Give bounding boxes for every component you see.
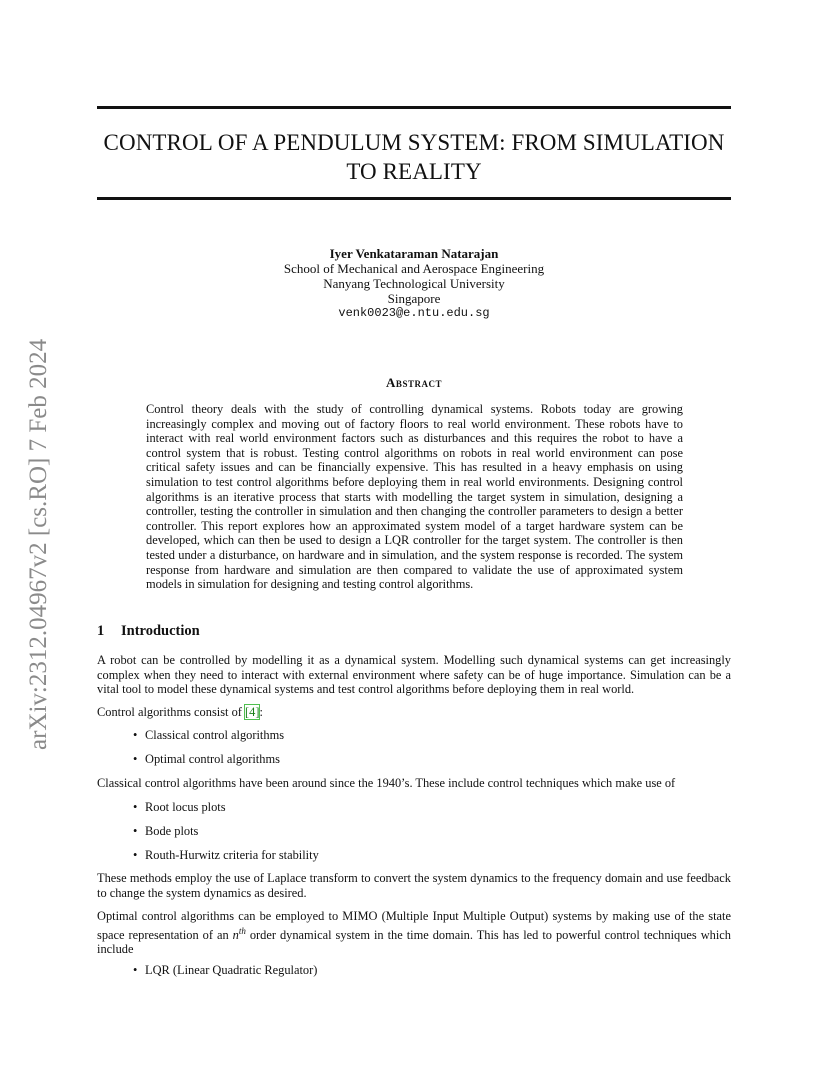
intro-paragraph-3: Classical control algorithms have been around since the 1940’s. These include control techniques which make use of [97, 776, 676, 790]
p5-n: n [232, 927, 239, 942]
intro-paragraph-5 [97, 909, 731, 957]
title-rule-bottom [97, 197, 731, 200]
p5-text-b: order dynamical system in the time domain. This has led to powerful control techniques which include [97, 927, 731, 957]
p2-text: Control algorithms consist of [97, 705, 245, 719]
list-item: • LQR (Linear Quadratic Regulator) [133, 963, 317, 987]
author-university: Nanyang Technological University [323, 276, 505, 291]
intro-paragraph-1: A robot can be controlled by modelling it as a dynamical system. Modelling such dynamical systems can get increasingly complex when they need to interact with external environment where safety can be of huge importance. Simulation can be a vital tool to model these dynamical systems and test control algorithms before deploying them in real world. [97, 653, 731, 697]
list-item: • Optimal control algorithms [133, 752, 284, 776]
p5-sup: th [238, 925, 246, 936]
list-item: • Root locus plots [133, 800, 319, 824]
intro-paragraph-2 [97, 705, 731, 720]
paper-title [97, 128, 731, 186]
control-algorithm-list [133, 728, 284, 776]
section-number: 1 [97, 623, 105, 639]
author-department: School of Mechanical and Aerospace Engineering [283, 261, 545, 276]
classical-technique-list [133, 800, 319, 872]
p2-colon: : [259, 705, 263, 719]
title-rule-top [97, 106, 731, 109]
author-country: Singapore [387, 291, 441, 306]
list-item: • Classical control algorithms [133, 728, 284, 752]
arxiv-stamp: arXiv:2312.04967v2 [cs.RO] 7 Feb 2024 [25, 338, 52, 750]
abstract-heading: Abstract [386, 375, 442, 390]
citation-link[interactable]: [4] [245, 705, 260, 719]
author-block [97, 246, 731, 321]
paper-title-line2: TO REALITY [346, 159, 482, 184]
p5-text-a: Optimal control algorithms can be employed to MIMO (Multiple Input Multiple Output) systems by making use of the state space representation of an [97, 909, 731, 942]
author-name: Iyer Venkataraman Natarajan [329, 246, 499, 261]
list-item: • Routh-Hurwitz criteria for stability [133, 848, 319, 872]
optimal-technique-list [133, 963, 317, 987]
abstract-text: Control theory deals with the study of controlling dynamical systems. Robots today are growing increasingly complex and moving out of factory floors to real world environment. These robots have to interact with real world environment factors such as disturbances and this requires the robot to have a control system that is robust. Testing control algorithms on robots in real world environment can pose critical safety issues and can be financially expensive. This has resulted in a heavy emphasis on using simulation to test control algorithms before deploying them in real world environments. Designing control algorithms is an iterative process that starts with modelling the target system in simulation, designing a controller, testing the controller in simulation and then changing the controller parameters to design a better controller. This report explores how an approximated system model of a target hardware system can be developed, which can then be used to design a LQR controller for the target system. The controller is then tested under a disturbance, on hardware and in simulation, and the system response is recorded. The system response from hardware and simulation are then compared to validate the use of approximated system models in simulation for designing and testing control algorithms. [146, 402, 683, 592]
intro-paragraph-4: These methods employ the use of Laplace transform to convert the system dynamics to the frequency domain and use feedback to change the system dynamics as desired. [97, 871, 731, 900]
author-email[interactable]: venk0023@e.ntu.edu.sg [338, 306, 490, 320]
section-title: Introduction [121, 623, 200, 639]
paper-title-line1: CONTROL OF A PENDULUM SYSTEM: FROM SIMULATION [103, 130, 725, 155]
section-heading-introduction [97, 623, 200, 640]
list-item: • Bode plots [133, 824, 319, 848]
